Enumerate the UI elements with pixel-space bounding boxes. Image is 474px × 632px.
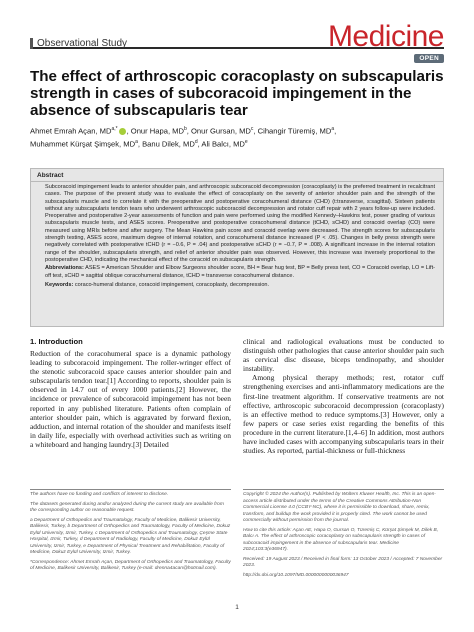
intro-paragraph-3: Among physical therapy methods; rest, rotator cuff strengthening exercises and anti-inflammatory medications are the first-line treatment algorithm. If conservative treatments are not effective, arthroscopic subcoracoid decompression (coracoplasty) is an effective method to reduce symptoms.[3] However, only a few papers or case series exist regarding the benefits of this procedure in the current literature.[1,4–6] In addition, most authors have included cases with accompanying subscapularis tears in their studies. As reported, partial-thickness or full-thickness — [243, 373, 444, 456]
footnotes-right — [243, 492, 444, 582]
body-column-left — [30, 337, 231, 449]
footnote-conflicts: The authors have no funding and conflicts of interest to disclose. — [30, 492, 169, 497]
open-access-badge: OPEN — [414, 54, 444, 63]
abstract-text: Subcoracoid impingement leads to anterior shoulder pain, and arthroscopic subcoracoid decompression (coracoplasty) is the preferred treatment in recalcitrant cases. The purpose of the present study was to evaluate the effect of coracoplasty on the severity of anterior shoulder pain and the strength of the subscapularis muscle and to correlate it with the preoperative and postoperative coracohumeral distance (CHD) (t:transverse, s:sagittal). Sixteen patients without any subscapularis tendon tears who underwent arthroscopic subcoracoid decompression and rotator cuff repair with 2 years follow-up were included. Preoperative and postoperative 2-year assessments of function and pain were performed using the modified Kennedy–Hawkins test, power grading of various subscapularis muscle tests, and ASES scores. Preoperative and postoperative coracohumeral distance (tCHD, sCHD) and coracoid overlap (CO) were measured using MRIs before and after surgery. The Mean Hawkins pain score and coracoid overlap were decreased. The strength scores for subscapularis strength testing, ASES score, maximum degree of internal rotation, and coracohumeral distance increased (P < .05). Changes in belly press strength were negatively correlated with postoperative tCHD (r = −0.6, P = .04) and postoperative sCHD (r = −0.7, P = .008). A significant increase in the internal rotation range of the shoulder, subscapularis strength, and relief of anterior shoulder pain was observed. However, this increase was inversely proportional to the postoperative CHD, indicating the mechanical effect of the coracoid on subscapularis strength. — [45, 184, 435, 263]
footnotes-left — [30, 492, 231, 576]
footnote-copyright: Copyright © 2024 the Author(s). Published by Wolters Kluwer Health, Inc. This is an open-access article distributed under the terms of the Creative Commons Attribution-Non Commercial License 4.0 (CCBY-NC), where it is permissible to download, share, remix, transform, and buildup the work provided it is properly cited. The work cannot be used commercially without permission from the journal. — [243, 492, 436, 523]
journal-logo: Medicine — [327, 20, 444, 53]
abbreviations: Abbreviations: ASES = American Shoulder and Elbow Surgeons shoulder score, BH = Bear hug test, BP = Belly press test, CO = Coracoid overlap, LO = Lift-off test, sCHD = sagittal oblique coracohumeral distance, tCHD = transverse coracohumeral distance. — [45, 265, 435, 279]
section-tag-bar — [30, 38, 33, 49]
author-list — [30, 124, 444, 150]
author-line-1: Ahmet Emrah Açan, $MD^{a,*}$ , Onur Hapa, $MD^b$, Onur Gursan, $MD^c$, Cihangir Türemiş, $MD^a$, — [30, 126, 337, 136]
orcid-icon[interactable] — [119, 128, 126, 135]
section-tag — [30, 38, 127, 49]
section-tag-label: Observational Study — [37, 38, 128, 49]
abstract-heading: Abstract — [37, 172, 64, 179]
doi-link[interactable]: http://dx.doi.org/10.1097/MD.0000000000036947 — [243, 572, 349, 578]
footnote-rule-right — [243, 489, 444, 490]
intro-paragraph-1: Reduction of the coracohumeral space is a dynamic pathology leading to subcoracoid impingement. The roller-wringer effect of the stenotic subcoracoid space causes anterior shoulder pain and subscapularis tendon tear.[1] According to reports, shoulder pain is observed in 14.7 out of every 1000 patients.[2] However, the incidence or prevalence of subcoracoid impingement has not been reported in any published literature. Patients often complain of anterior shoulder pain, which is aggravated by forward flexion, adduction, and internal rotation of the shoulder and manifests itself in daily life, especially with overhead activities such as writing on a whiteboard and hanging laundry.[3] Detailed — [30, 349, 231, 449]
footnote-rule-left — [30, 489, 231, 490]
footnote-correspondence: *Correspondence: Ahmet Emrah Açan, Department of Orthopedics and Traumatology, Faculty of Medicine, Balikesir University, Balikesir, Turkey (e-mail: drenna4acan@hotmail.com). — [30, 559, 231, 571]
footnote-dates: Received: 19 August 2023 / Received in final form: 13 October 2023 / Accepted: 7 November 2023. — [243, 556, 443, 568]
introduction-heading: 1. Introduction — [30, 337, 83, 346]
body-column-right — [243, 337, 444, 455]
abstract-box — [30, 168, 444, 327]
keywords: Keywords: coraco-humeral distance, coracoid impingement, coracoplasty, decompression. — [45, 281, 270, 288]
article-title: The effect of arthroscopic coracoplasty on subscapularis strength in cases of subcoracoid impingement in the absence of subscapularis tear — [30, 68, 444, 119]
footnote-affiliations: a Department of Orthopedics and Traumatology, Faculty of Medicine, Balikesir University, Balikesir, Turkey, b Department of Orthopedics and Traumatology, Faculty of Medicine, Dokuz Eylül University, Izmir, Turkey, c Department of Orthopedics and Traumatology, Çeşme State Hospital, Izmir, Turkey, d Department of Radiology, Faculty of Medicine, Dokuz Eylül University, Izmir, Turkey, e Department of Physical Treatment and Rehabilitation, Faculty of Medicine, Dokuz Eylül University, Izmir, Turkey. — [30, 517, 231, 555]
intro-paragraph-2: clinical and radiological evaluations must be conducted to distinguish other pathologies that cause anterior shoulder pain such as cervical disc disease, biceps tendinopathy, and shoulder instability. — [243, 337, 444, 374]
page-number: 1 — [235, 604, 239, 611]
author-line-2: Muhammet Kürşat Şimşek, $MD^a$, Banu Dilek, $MD^d$, Ali Balcı, MDe — [30, 139, 248, 149]
footnote-citation: How to cite this article: Açan AE, Hapa O, Gursan O, Türemiş C, Kürşat Şimşek M, Dilek B, Balcı A. The effect of arthroscopic coracoplasty on subscapularis strength in cases of subcoracoid impingement in the absence of subscapularis tear. Medicine 2024;103:3(e36947). — [243, 527, 439, 552]
footnote-data-availability: The datasets generated during and/or analyzed during the current study are available from the corresponding author on reasonable request. — [30, 501, 224, 513]
